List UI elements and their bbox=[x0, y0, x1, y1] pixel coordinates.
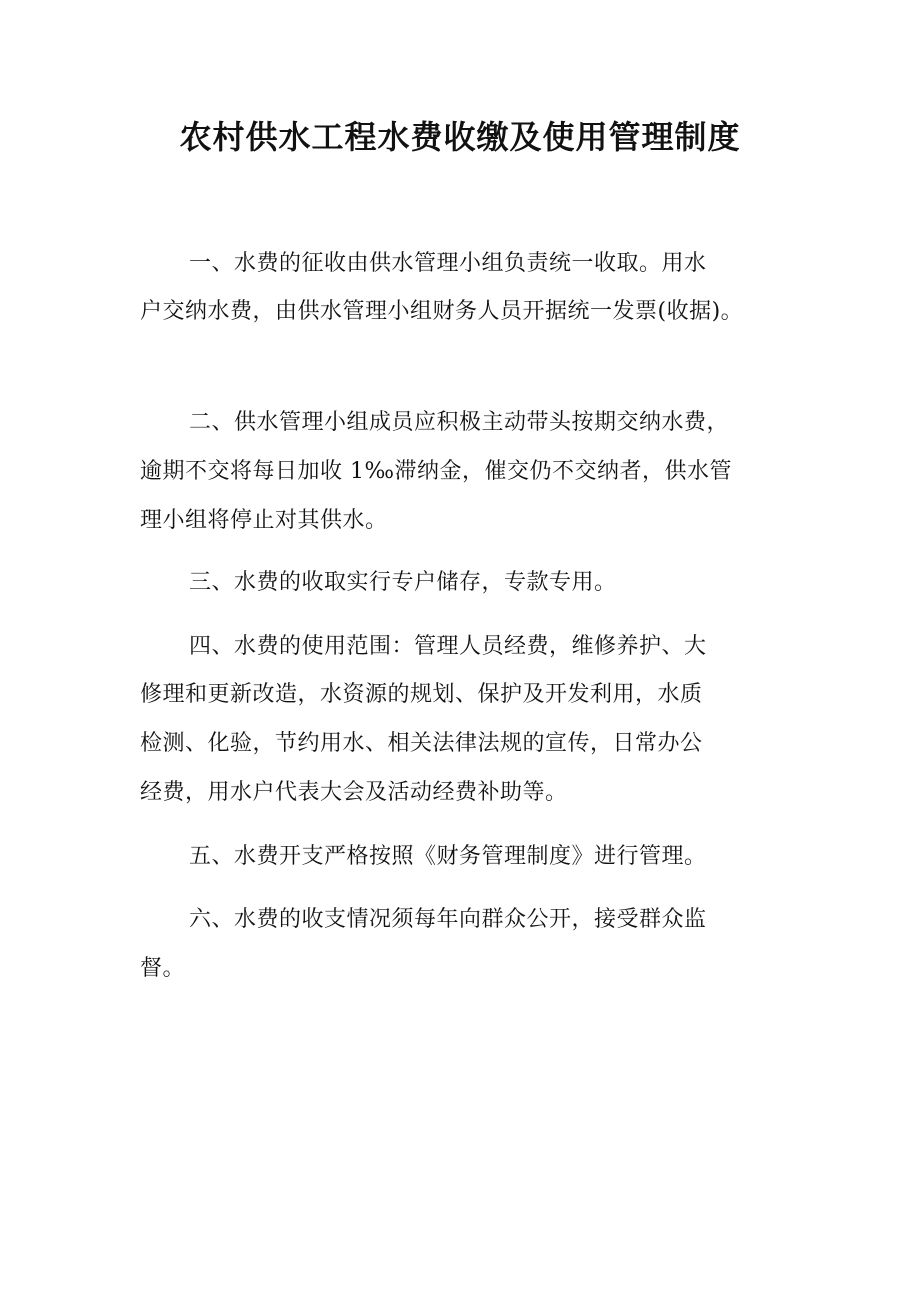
paragraph-line: 二、供水管理小组成员应积极主动带头按期交纳水费， bbox=[189, 410, 730, 435]
paragraph-line: 四、水费的使用范围：管理人员经费，维修养护、大 bbox=[189, 634, 707, 659]
paragraph-line: 修理和更新改造，水资源的规划、保护及开发利用，水质 bbox=[140, 682, 703, 707]
paragraph-line: 三、水费的收取实行专户储存，专款专用。 bbox=[189, 570, 617, 595]
paragraph-line: 户交纳水费，由供水管理小组财务人员开据统一发票(收据)。 bbox=[140, 299, 744, 324]
paragraph-line: 逾期不交将每日加收 1‰滞纳金，催交仍不交纳者，供水管 bbox=[140, 459, 733, 484]
paragraph-line: 六、水费的收支情况须每年向群众公开，接受群众监 bbox=[189, 907, 707, 932]
paragraph-line: 五、水费开支严格按照《财务管理制度》进行管理。 bbox=[189, 844, 707, 869]
document-title: 农村供水工程水费收缴及使用管理制度 bbox=[179, 118, 741, 156]
paragraph-line: 督。 bbox=[140, 956, 186, 981]
paragraph-line: 一、水费的征收由供水管理小组负责统一收取。用水 bbox=[189, 251, 707, 276]
paragraph-line: 经费，用水户代表大会及活动经费补助等。 bbox=[140, 780, 568, 805]
paragraph-line: 检测、化验，节约用水、相关法律法规的宣传，日常办公 bbox=[140, 731, 703, 756]
paragraph-line: 理小组将停止对其供水。 bbox=[140, 508, 388, 533]
